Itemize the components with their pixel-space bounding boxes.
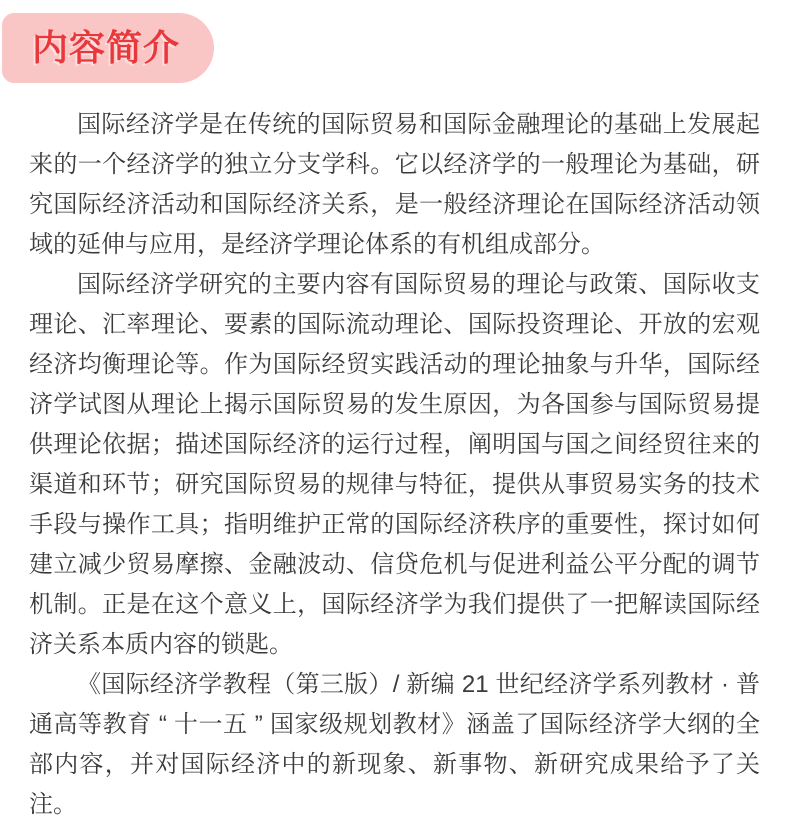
paragraph-overview: 国际经济学是在传统的国际贸易和国际金融理论的基础上发展起来的一个经济学的独立分支学科。它以经济学的一般理论为基础，研究国际经济活动和国际经济关系，是一般经济理论在国际经济活动领域的延伸与应用，是经济学理论体系的有机组成部分。 [29, 111, 760, 258]
section-banner [2, 13, 214, 83]
paragraph-book-description: 《国际经济学教程（第三版）/ 新编 21 世纪经济学系列教材 · 普通高等教育 “ 十一五 ” 国家级规划教材》涵盖了国际经济学大纲的全部内容，并对国际经济中的新现象、新事物、新研究成果给予了关注。 [29, 671, 760, 818]
section-title: 内容简介 [32, 27, 181, 68]
intro-text [29, 105, 760, 825]
paragraph-main-contents: 国际经济学研究的主要内容有国际贸易的理论与政策、国际收支理论、汇率理论、要素的国际流动理论、国际投资理论、开放的宏观经济均衡理论等。作为国际经贸实践活动的理论抽象与升华，国际经济学试图从理论上揭示国际贸易的发生原因，为各国参与国际贸易提供理论依据；描述国际经济的运行过程，阐明国与国之间经贸往来的渠道和环节；研究国际贸易的规律与特征，提供从事贸易实务的技术手段与操作工具；指明维护正常的国际经济秩序的重要性，探讨如何建立减少贸易摩擦、金融波动、信贷危机与促进利益公平分配的调节机制。正是在这个意义上，国际经济学为我们提供了一把解读国际经济关系本质内容的锁匙。 [29, 271, 760, 658]
